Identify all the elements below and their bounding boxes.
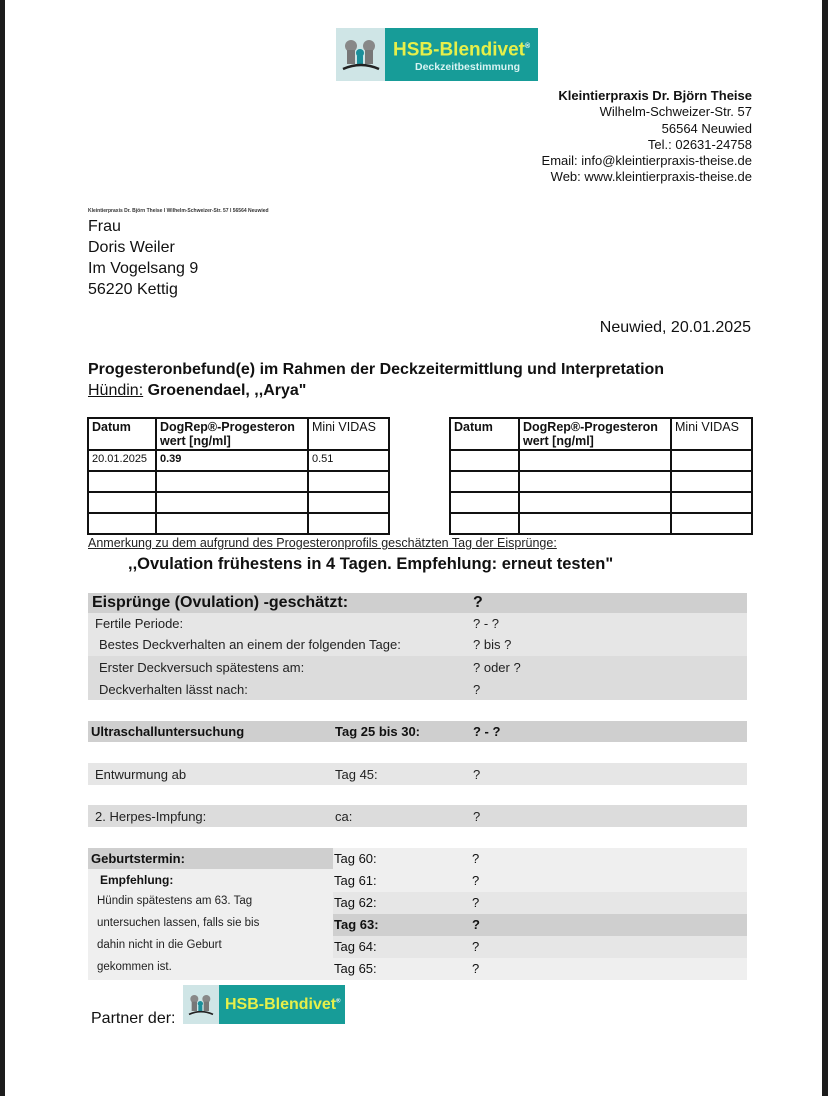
ultrasound-value: ? - ? [473, 724, 501, 739]
ovulation-row [88, 613, 747, 633]
sender-name: Kleintierpraxis Dr. Björn Theise [558, 88, 752, 103]
herpes-label: 2. Herpes-Impfung: [95, 808, 207, 824]
header-dogrep-line1: DogRep®-Progesteron [160, 420, 295, 434]
cell-date [450, 513, 519, 534]
birth-day: Tag 62: [334, 895, 377, 910]
herpes-day: ca: [335, 808, 353, 824]
mating-decline-value: ? [473, 681, 481, 697]
table-row [88, 471, 389, 492]
cell-vidas [308, 471, 389, 492]
date-line: Neuwied, 20.01.2025 [599, 319, 751, 336]
cell-dogrep [156, 492, 308, 513]
ovulation-row [88, 656, 747, 678]
cell-vidas: 0.51 [308, 450, 389, 471]
birth-day-value: ? [472, 873, 480, 888]
birth-day-63-bg [333, 914, 747, 936]
birth-day-value: ? [472, 939, 480, 954]
ovulation-value: ? [473, 594, 483, 611]
birth-day: Tag 65: [334, 961, 377, 976]
registered-mark: ® [524, 43, 531, 51]
partner-brand-name: HSB-Blendivet [225, 995, 337, 1013]
sender-street: Wilhelm-Schweizer-Str. 57 [599, 104, 752, 120]
recipient-salutation: Frau [88, 218, 121, 235]
cell-vidas [671, 492, 752, 513]
table-row [450, 492, 752, 513]
header-dogrep-line2: wert [ng/ml] [160, 434, 231, 448]
cell-dogrep [519, 513, 671, 534]
document-title: Progesteronbefund(e) im Rahmen der Deckzeitermittlung und Interpretation [88, 361, 665, 378]
cell-dogrep [519, 450, 671, 471]
cell-date [450, 471, 519, 492]
sender-city: 56564 Neuwied [661, 120, 752, 136]
cell-dogrep [519, 471, 671, 492]
partner-label: Partner der: [91, 1010, 176, 1027]
birth-day-value: ? [472, 917, 480, 932]
ovulation-row [88, 633, 747, 656]
registered-mark: ® [336, 998, 341, 1005]
table-row [88, 450, 389, 471]
mating-decline-label: Deckverhalten lässt nach: [99, 681, 248, 697]
recipient-address [88, 216, 198, 300]
cell-vidas [308, 492, 389, 513]
sender-address [542, 88, 752, 186]
header-date: Datum [88, 418, 156, 450]
header-vidas: Mini VIDAS [308, 418, 389, 450]
ultrasound-day: Tag 25 bis 30: [335, 724, 421, 739]
birth-label: Geburtstermin: [91, 851, 185, 866]
cell-date [88, 513, 156, 534]
recommendation-line: gekommen ist. [97, 961, 172, 973]
brand-subtitle: Deckzeitbestimmung [415, 60, 521, 73]
deworming-day: Tag 45: [335, 766, 378, 782]
sender-web: Web: www.kleintierpraxis-theise.de [550, 169, 752, 185]
partner-logo [183, 985, 345, 1024]
birth-day-value: ? [472, 851, 480, 866]
birth-day-value: ? [472, 895, 480, 910]
cell-date: 20.01.2025 [88, 450, 156, 471]
cell-date [450, 492, 519, 513]
table-row [450, 513, 752, 534]
header-dogrep [519, 418, 671, 450]
ovulation-label: Eisprünge (Ovulation) -geschätzt: [92, 594, 349, 611]
cell-dogrep [156, 471, 308, 492]
cell-date [88, 492, 156, 513]
cell-date [450, 450, 519, 471]
ultrasound-row [88, 721, 747, 742]
cell-vidas [308, 513, 389, 534]
header-dogrep [156, 418, 308, 450]
fertile-period-value: ? - ? [473, 615, 500, 631]
first-mating-label: Erster Deckversuch spätestens am: [99, 659, 305, 675]
progesterone-table-left [87, 417, 390, 535]
header-dogrep-line1: DogRep®-Progesteron [523, 420, 658, 434]
ultrasound-label: Ultraschalluntersuchung [91, 724, 245, 739]
progesterone-table-right [449, 417, 753, 535]
recommendation-label: Empfehlung: [100, 873, 174, 887]
dogs-logo-icon [183, 985, 219, 1024]
cell-vidas [671, 471, 752, 492]
deworming-row [88, 763, 747, 785]
note-label: Anmerkung zu dem aufgrund des Progesteronprofils geschätzten Tag der Eisprünge: [88, 536, 557, 550]
deworming-value: ? [473, 766, 481, 782]
sender-email: Email: info@kleintierpraxis-theise.de [541, 153, 752, 169]
cell-vidas [671, 450, 752, 471]
best-mating-value: ? bis ? [473, 637, 512, 652]
fertile-period-label: Fertile Periode: [95, 615, 184, 631]
hsb-blendivet-logo [336, 28, 538, 81]
header-vidas: Mini VIDAS [671, 418, 752, 450]
herpes-value: ? [473, 808, 481, 824]
recommendation-line: dahin nicht in die Geburt [97, 939, 222, 951]
dogs-logo-icon [336, 28, 385, 81]
recommendation-line: untersuchen lassen, falls sie bis [97, 917, 260, 929]
table-header-row [450, 418, 752, 450]
table-row [88, 492, 389, 513]
cell-dogrep: 0.39 [156, 450, 308, 471]
table-header-row [88, 418, 389, 450]
dog-value: Groenendael, ,,Arya" [147, 382, 307, 399]
table-row [450, 471, 752, 492]
first-mating-value: ? oder ? [473, 659, 521, 675]
cell-vidas [671, 513, 752, 534]
note-quote: ,,Ovulation frühestens in 4 Tagen. Empfehlung: erneut testen" [128, 555, 614, 573]
dog-label: Hündin: [88, 382, 144, 399]
document-page [5, 0, 822, 1096]
birth-day: Tag 61: [334, 873, 377, 888]
recommendation-line: Hündin spätestens am 63. Tag [97, 895, 253, 907]
birth-day: Tag 64: [334, 939, 377, 954]
recipient-city: 56220 Kettig [88, 281, 178, 298]
ovulation-header-row [88, 593, 747, 613]
table-row [88, 513, 389, 534]
return-address: Kleintierpraxis Dr. Björn Theise I Wilhelm-Schweizer-Str. 57 I 56564 Neuwied [88, 208, 269, 214]
birth-day: Tag 60: [334, 851, 377, 866]
dog-line [88, 382, 306, 400]
birth-day-64-bg [333, 936, 747, 958]
brand-name: HSB-Blendivet [393, 39, 525, 61]
herpes-row [88, 805, 747, 827]
recipient-street: Im Vogelsang 9 [88, 260, 199, 277]
best-mating-label: Bestes Deckverhalten an einem der folgenden Tage: [99, 637, 401, 652]
table-row [450, 450, 752, 471]
sender-phone: Tel.: 02631-24758 [647, 136, 752, 152]
header-date: Datum [450, 418, 519, 450]
header-dogrep-line2: wert [ng/ml] [523, 434, 594, 448]
deworming-label: Entwurmung ab [95, 766, 187, 782]
birth-day-62-bg [333, 892, 747, 914]
ovulation-row [88, 678, 747, 700]
cell-date [88, 471, 156, 492]
recipient-name: Doris Weiler [88, 239, 175, 256]
birth-day: Tag 63: [334, 917, 379, 932]
cell-dogrep [519, 492, 671, 513]
cell-dogrep [156, 513, 308, 534]
birth-day-value: ? [472, 961, 480, 976]
